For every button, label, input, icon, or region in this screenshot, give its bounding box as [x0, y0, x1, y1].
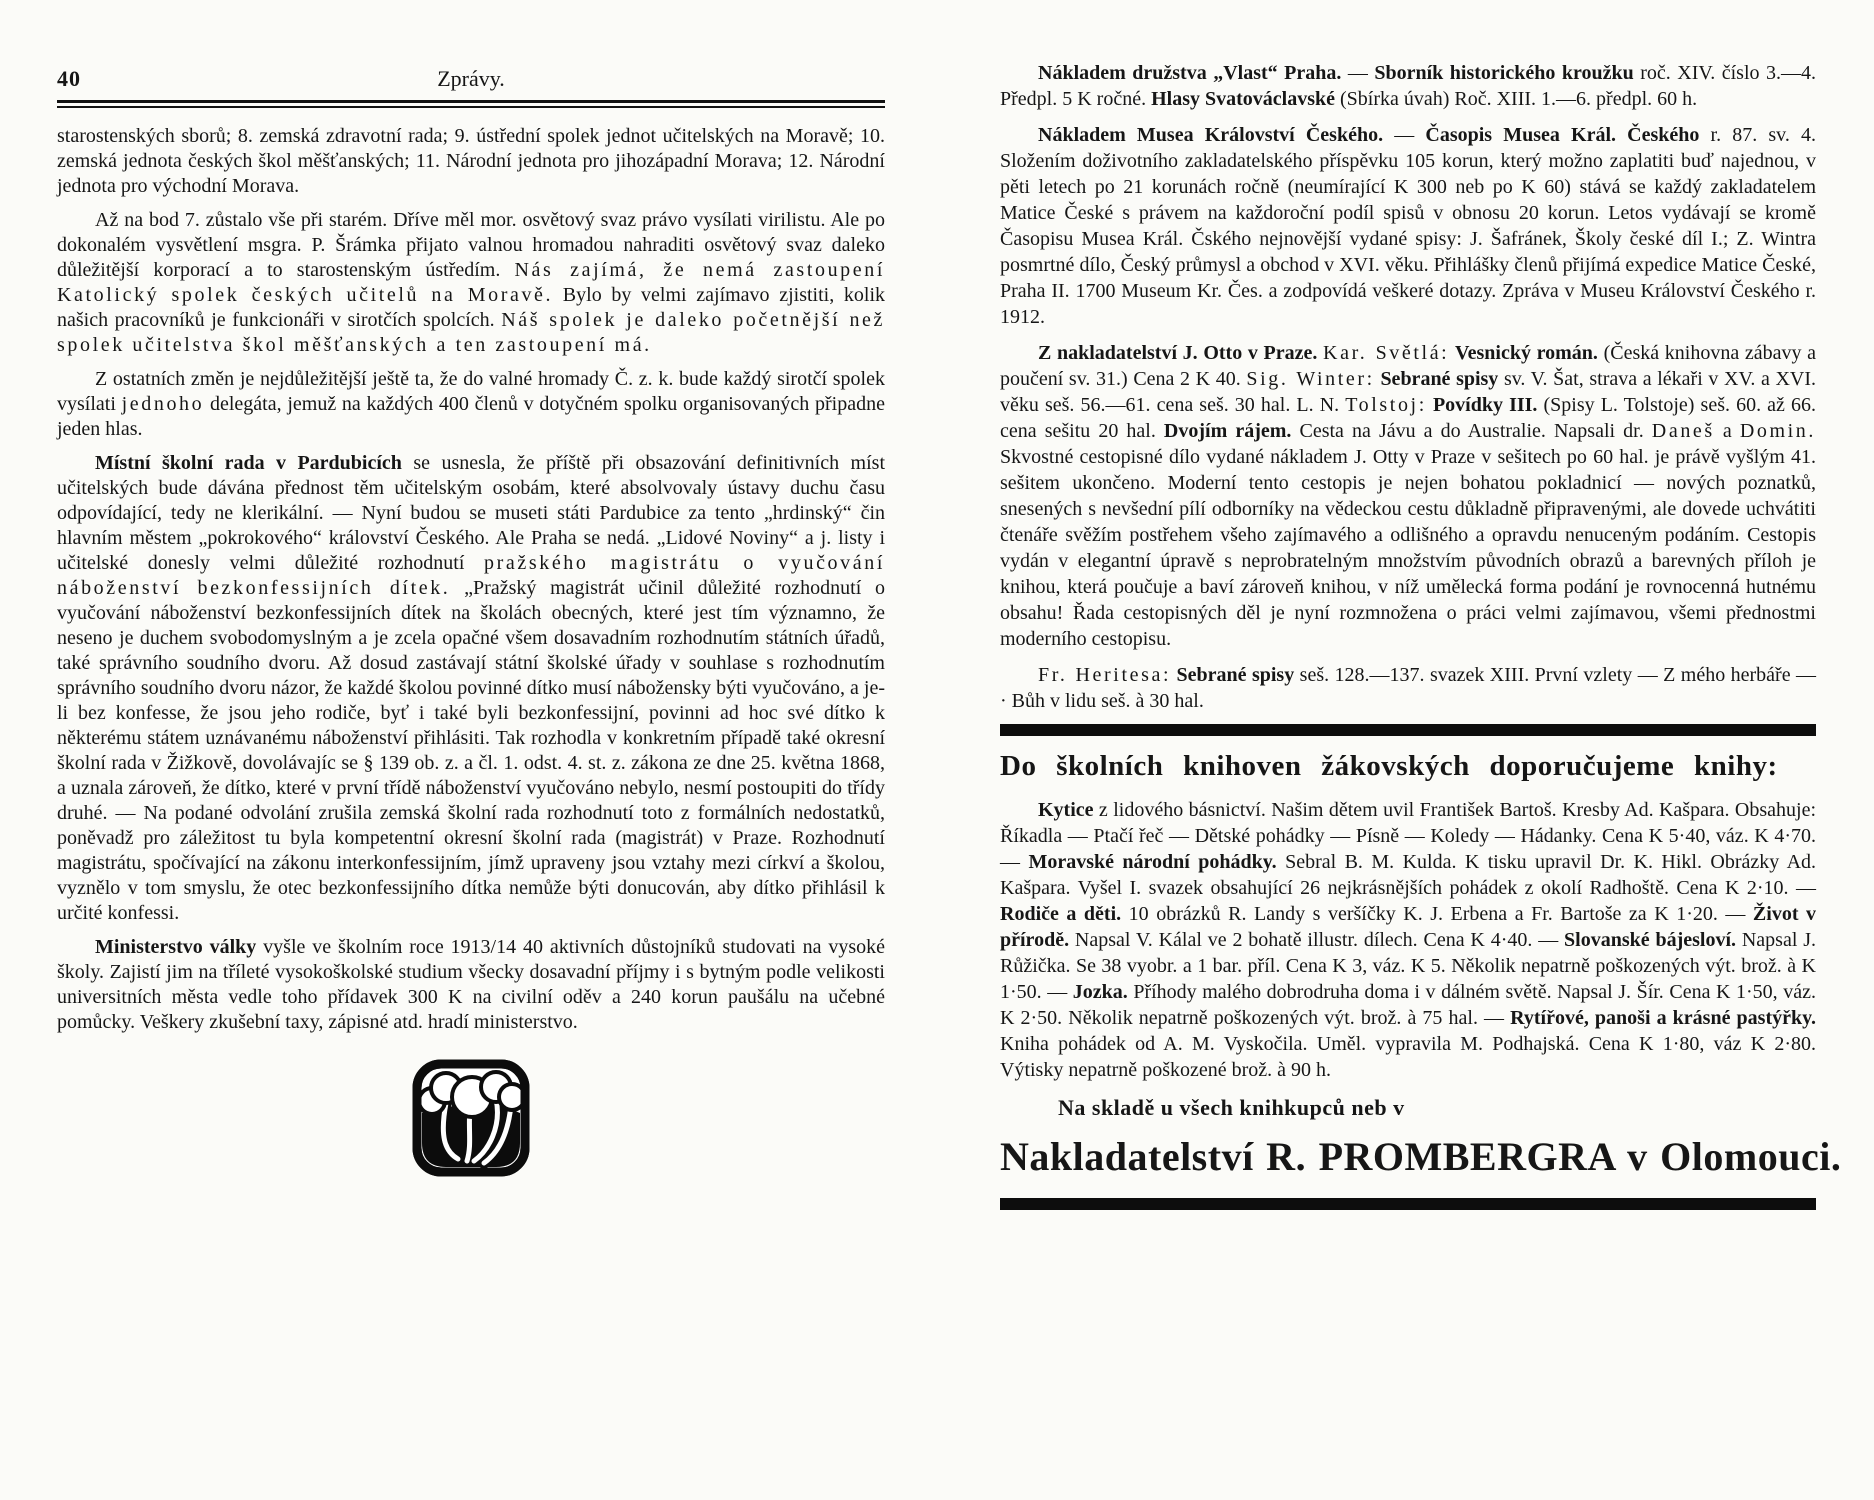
paragraph	[57, 208, 885, 358]
text-run: se usnesla, že příště při obsazování definitivních míst učitelských bude dávána přednost těm učitelským osobám, které absolvovaly ústavy duchu času odpovídající, tedy ne klerikální. — Nyní budou se museti státi Pardubice za tento „hrdinský“ čin hlavním městem „pokrokového“ království Českého. Ale Praha se nedá. „Lidové Noviny“ a j. listy i učitelské donesly velmi důležité rozhodnutí	[57, 452, 886, 574]
text-run: Povídky III.	[1432, 394, 1538, 416]
text-run: Jozka.	[1072, 981, 1128, 1003]
right-page-body-top	[1000, 60, 1816, 714]
text-run: Kytice	[1038, 799, 1094, 821]
flower-vignette-icon	[410, 1057, 532, 1179]
text-run: z lidového básnictví. Našim dětem uvil František Bartoš. Kresby Ad. Kašpara. Obsahuje: Říkadla — Ptačí řeč — Dětské pohádky — Písně — Koledy — Hádanky. Cena K 5·40, váz. K 4·70. —	[1000, 799, 1816, 873]
text-run: seš. 128.—137. svazek XIII. První vzlety — Z mého herbáře —· Bůh v lidu seš. à 30 hal.	[1000, 664, 1817, 712]
paragraph	[1000, 797, 1816, 1083]
paragraph	[57, 124, 885, 199]
paragraph	[57, 451, 885, 926]
text-run: Z ostatních změn je nejdůležitější ještě ta, že do valné hromady Č. z. k. bude každý sirotčí spolek vysílati	[57, 368, 885, 415]
text-run: vyšle ve školním roce 1913/14 40 aktivních důstojníků studovati na vysoké školy. Zajistí jim na tříleté vysokoškolské studium všecky dosavadní příjmy i s bytným podle velikosti universitních města vedle toho přídavek 300 K na civilní oděv a 240 korun paušálu na učebné pomůcky. Veškery zkušební taxy, zápisné atd. hradí ministerstvo.	[57, 936, 885, 1033]
text-run: Časopis Musea Král. Českého	[1425, 124, 1700, 146]
text-run: r. 87. sv. 4. Složením doživotního zakladatelského příspěvku 105 korun, který možno zaplatiti buď najednou, v pěti letech po 21 korunách ročně (neumírající K 300 neb po K 60) stává se každý zakladatelem Matice České s právem na každoroční podíl spisů v obnosu 20 korun. Letos vydávají se kromě Časopisu Musea Král. Čského nejnovější vydané spisy: J. Šafránek, Školy české díl I.; Z. Wintra posmrtné dílo, Český průmysl a obchod v XVI. věku. Přihlášky členů přijímá expedice Matice České, Praha II. 1700 Museum Kr. Čes. a zodpovídá veškeré dotazy. Zpráva v Museu Království Českého r. 1912.	[1000, 124, 1816, 328]
header-double-rule	[57, 100, 885, 108]
page-header-title: Zprávy.	[437, 66, 505, 91]
bottom-rule	[1000, 1198, 1816, 1210]
text-run: Napsal V. Kálal ve 2 bohatě illustr. dílech. Cena K 4·40. —	[1069, 929, 1565, 951]
text-run: Domin.	[1739, 420, 1816, 442]
stock-line: Na skladě u všech knihkupců neb v	[1058, 1095, 1405, 1120]
text-run: Rodiče a děti.	[1000, 903, 1122, 925]
text-run: Cesta na Jávu a do Australie. Napsali dr.	[1291, 420, 1652, 442]
paragraph	[1000, 122, 1816, 330]
text-run: Sebrané spisy	[1380, 368, 1499, 390]
text-run: —	[1341, 62, 1375, 84]
page-number: 40	[57, 66, 81, 91]
text-run: Až na bod 7. zůstalo vše při starém. Dříve měl mor. osvětový svaz právo vysílati virilistu. Ale po dokonalém vysvětlení msgra. P. Šrámka přijato valnou hromadou nahraditi osvětový svaz daleko důležitější korporací a to starostenským ústředím.	[57, 209, 885, 281]
text-run: a	[1714, 420, 1740, 442]
text-run: sv. V. Šat, strava a lékaři v XV. a XVI. věku seš. 56.—61. cena seš. 30 hal. L. N.	[1000, 368, 1816, 416]
text-run: (Spisy L. Tolstoje) seš. 60. až 66. cena sešitu 20 hal.	[1000, 394, 1816, 442]
text-run: Fr. Heritesa:	[1038, 664, 1172, 686]
text-run: Nákladem Musea Království Českého.	[1038, 124, 1384, 146]
text-run: starostenských sborů; 8. zemská zdravotní rada; 9. ústřední spolek jednot učitelských na Moravě; 10. zemská jednota českých škol měšťanských; 11. Národní jednota pro jihozápadní Morava; 12. Národní jednota pro východní Morava.	[57, 125, 885, 197]
text-run: Život v přírodě.	[1000, 903, 1817, 951]
text-run: Kar. Světlá:	[1323, 342, 1450, 364]
text-run: (Česká knihovna zábavy a poučení sv. 31.) Cena 2 K 40.	[1000, 342, 1817, 390]
text-run: „Pražský magistrát učinil důležité rozhodnutí o vyučování náboženství bezkonfessijních dítek na školách obecných, které jest tím významno, že neseno je duchem svobodomyslným a je zcela opačné všem dosavadním rozhodnutím státních úřadů, také správního soudního dvoru. Až dosud zastávají státní školské úřady v souhlase s rozhodnutím správního soudního dvoru názor, že každé školou povinné dítko musí nábožensky býti vyučováno, a je-li bez konfesse, že jsou jeho rodiče, byť i také byli bezkonfessijní, povinni ad hoc své dítko k některému státem uznávanému náboženství přihlásiti. Tak rozhodla v konkretním případě také okresní školní rada v Žižkově, dovolávajíc se § 139 ob. z. a čl. 1. odst. 4. st. z. zákona ze dne 25. května 1868, a uznala zároveň, že dítko, které v první třídě náboženství vyučováno nebylo, nesmí postoupiti do třídy druhé. — Na podané odvolání zrušila zemská školní rada rozhodnutí toto z formálních nedostatků, poněvadž pro záležitost tu byla kompetentní okresní školní rada (magistrát) v Praze. Rozhodnutí magistrátu, spočívající na zákonu interkonfessijním, jímž upraveny jsou vztahy mezi církví a školou, vyznělo v tom smyslu, že otec bezkonfessijního dítka nemůže býti donucován, aby dítko přihlásil k určité konfessi.	[57, 577, 886, 924]
text-run: Moravské národní pohádky.	[1028, 851, 1277, 873]
text-run: Vesnický román.	[1455, 342, 1598, 364]
text-run: Slovanské bájesloví.	[1564, 929, 1737, 951]
text-run: Kniha pohádek od A. M. Vyskočila. Uměl. vypravila M. Podhajská. Cena K 1·80, váz K 2·80. Výtisky nepatrně poškozené brož. à 90 h.	[1000, 1033, 1816, 1081]
text-run: Rytířové, panoši a krásné pastýřky.	[1510, 1007, 1817, 1029]
text-run: Náš spolek je daleko početnější než spolek učitelstva škol měšťanských a ten zastoupení má.	[57, 309, 886, 356]
flower-vignette-ornament	[57, 1057, 885, 1184]
text-run: Ministerstvo války	[95, 936, 257, 958]
text-run: Tolstoj:	[1345, 394, 1427, 416]
text-run: Sborník historického kroužku	[1374, 62, 1634, 84]
left-page-body	[57, 124, 885, 1035]
text-run: Sebral B. M. Kulda. K tisku upravil Dr. K. Hikl. Obrázky Ad. Kašpara. Vyšel I. svazek obsahující 26 nejkrásnějších pohádek z okolí Radhoště. Cena K 2·10. —	[1000, 851, 1817, 899]
paragraph	[1000, 340, 1816, 652]
text-run: Nákladem družstva „Vlast“ Praha.	[1038, 62, 1342, 84]
section-divider-rule	[1000, 724, 1816, 736]
text-run: Skvostné cestopisné dílo vydané nákladem J. Otty v Praze v sešitech po 60 hal. je právě vyšlým 41. sešitem ukončeno. Moderní tento cestopis je nejen bohatou pokladnicí — nových poznatků, snesených s nevšední pílí odborníky na vědeckou cestu důkladně připravenými, ale dovede uchvátiti čtenáře svěžím postřehem všeho zajímavého a odlišného a opravdu nenuceným podáním. Cestopis vydán v elegantní úpravě s neprobratelným množstvím původních obrazů a barevných příloh je knihou, která poučuje a baví zároveň knihou, v níž umělecká forma podání je rovnocenná hutnému obsahu! Řada cestopisných děl je nyní rozmnožena o práci velmi zajímavou, všemi přednostmi moderního cestopisu.	[1000, 446, 1816, 650]
paragraph	[1000, 662, 1816, 714]
text-run: Daneš	[1651, 420, 1715, 442]
text-run: 10 obrázků R. Landy s veršíčky K. J. Erbena a Fr. Bartoše za K 1·20. —	[1121, 903, 1753, 925]
text-run: Příhody malého dobrodruha doma i v dálném světě. Napsal J. Šír. Cena K 1·50, váz. K 2·50. Několik nepatrně poškozených výt. brož. à 75 hal. —	[1000, 981, 1816, 1029]
recommended-books-body	[1000, 797, 1816, 1083]
text-run: roč. XIV. číslo 3.—4. Předpl. 5 K ročné.	[1000, 62, 1816, 110]
text-run: Z nakladatelství J. Otto v Praze.	[1038, 342, 1318, 364]
left-page	[57, 66, 885, 1184]
text-run: —	[1383, 124, 1426, 146]
left-page-header	[57, 66, 885, 96]
text-run: delegáta, jemuž na každých 400 členů v dotyčném spolku organisovaných připadne jeden hlas.	[57, 393, 885, 440]
paragraph	[1000, 60, 1816, 112]
section-heading: Do školních knihoven žákovských doporučujeme knihy:	[1000, 750, 1778, 782]
publisher-name: Nakladatelství R. PROMBERGRA v Olomouci.	[1000, 1134, 1842, 1179]
text-run: Napsal J. Růžička. Se 38 vyobr. a 1 bar. příl. Cena K 3, váz. K 5. Několik nepatrně poškozených výt. brož. à K 1·50. —	[1000, 929, 1816, 1003]
text-run: Nás zajímá, že nemá zastoupení Katolický spolek českých učitelů na Moravě.	[57, 259, 886, 306]
paragraph	[57, 935, 885, 1035]
text-run: Dvojím rájem.	[1163, 420, 1292, 442]
paragraph	[57, 367, 885, 442]
text-run: pražského magistrátu o vyučování náboženství bezkonfessijních dítek.	[57, 552, 885, 599]
text-run: Sig. Winter:	[1246, 368, 1375, 390]
text-run: (Sbírka úvah) Roč. XIII. 1.—6. předpl. 60 h.	[1334, 88, 1698, 110]
text-run: Místní školní rada v Pardubicích	[95, 452, 402, 474]
text-run: Bylo by velmi zajímavo zjistiti, kolik našich pracovníků je funkcionáři v sirotčích spolcích.	[57, 284, 886, 331]
text-run: jednoho	[121, 393, 205, 415]
right-page	[1000, 60, 1842, 1224]
text-run: Hlasy Svatováclavské	[1151, 88, 1335, 110]
text-run: Sebrané spisy	[1176, 664, 1295, 686]
